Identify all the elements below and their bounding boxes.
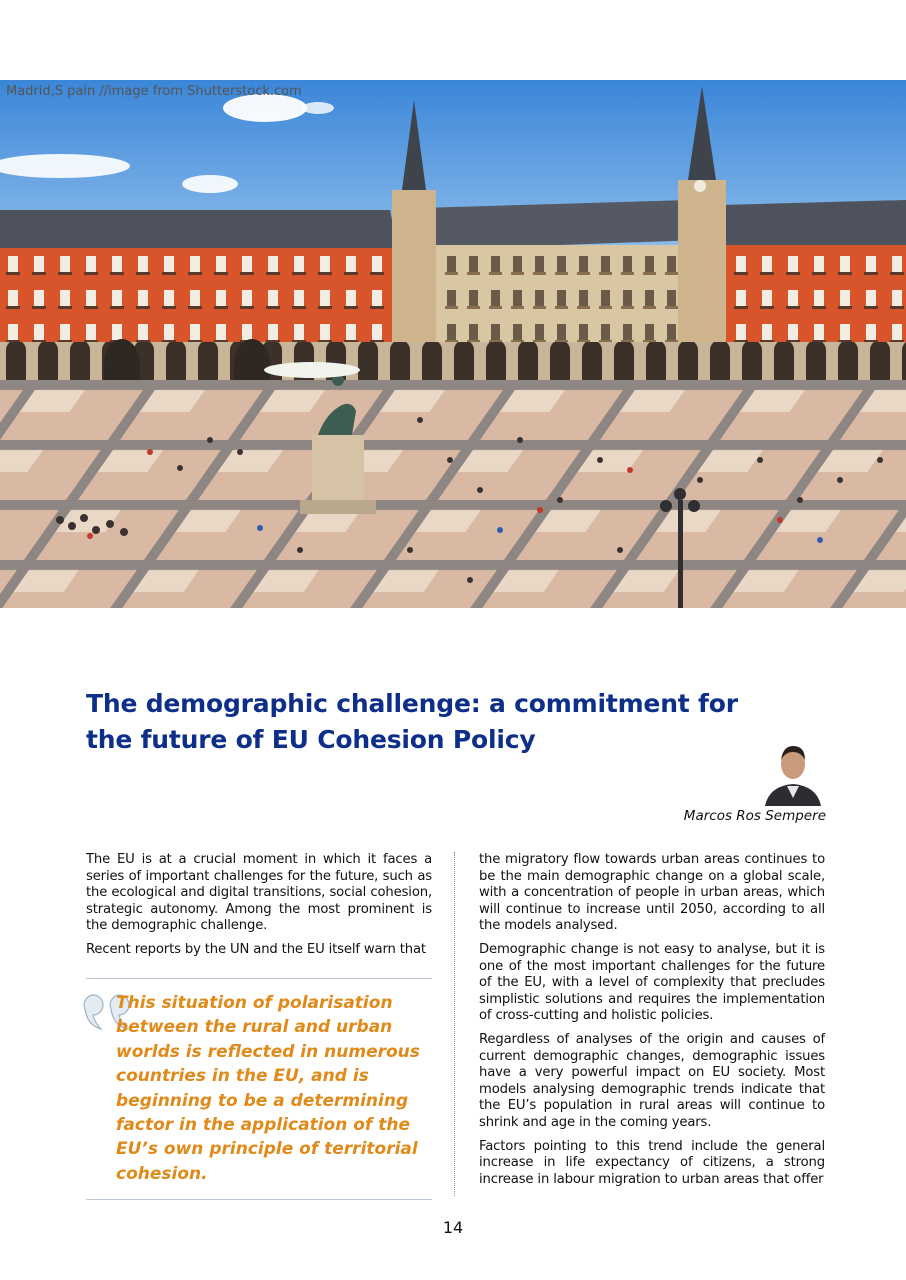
pull-quote-text: This situation of polarisation between the rural and urban worlds is reflected in numerous countries in the EU, and is beginning to be a determining factor in the application of the EU’s own principle of territorial cohesion.: [116, 993, 420, 1184]
paragraph: Regardless of analyses of the origin and causes of current demographic changes, demographic issues have a very powerful impact on EU society. Most models analysing demographic trends indicate that the EU’s population in rural areas will continue to shrink and age in the coming years.: [479, 1031, 825, 1130]
paragraph: Demographic change is not easy to analyse, but it is one of the most important challenges for the future of the EU, with a level of complexity that precludes simplistic solutions and requires the implementation of cross-cutting and holistic policies.: [479, 941, 825, 1024]
right-column: [479, 852, 825, 1195]
hero-photo: [0, 80, 906, 608]
author-name: Marcos Ros Sempere: [683, 808, 826, 824]
paragraph: the migratory flow towards urban areas continues to be the main demographic change on a global scale, with a concentration of people in urban areas, which will continue to increase until 2050, according to all the models analysed.: [479, 852, 825, 934]
paragraph: The EU is at a crucial moment in which it faces a series of important challenges for the future, such as the ecological and digital transitions, social cohesion, strategic autonomy. Among the most prominent is the demographic challenge.: [86, 852, 432, 934]
photo-credit: Madrid,S pain //image from Shutterstock.com: [6, 84, 302, 99]
paragraph: Recent reports by the UN and the EU itself warn that: [86, 941, 426, 957]
column-divider: [454, 852, 455, 1196]
left-column: [86, 852, 432, 966]
article-title: The demographic challenge: a commitment for the future of EU Cohesion Policy: [86, 689, 738, 754]
page-number: 14: [442, 1218, 464, 1237]
pull-quote: [86, 978, 432, 1200]
author-portrait: [763, 738, 823, 806]
paragraph: Factors pointing to this trend include the general increase in life expectancy of citizens, a strong increase in labour migration to urban areas that offer: [479, 1138, 825, 1187]
plaza-mayor-illustration: [0, 80, 906, 608]
